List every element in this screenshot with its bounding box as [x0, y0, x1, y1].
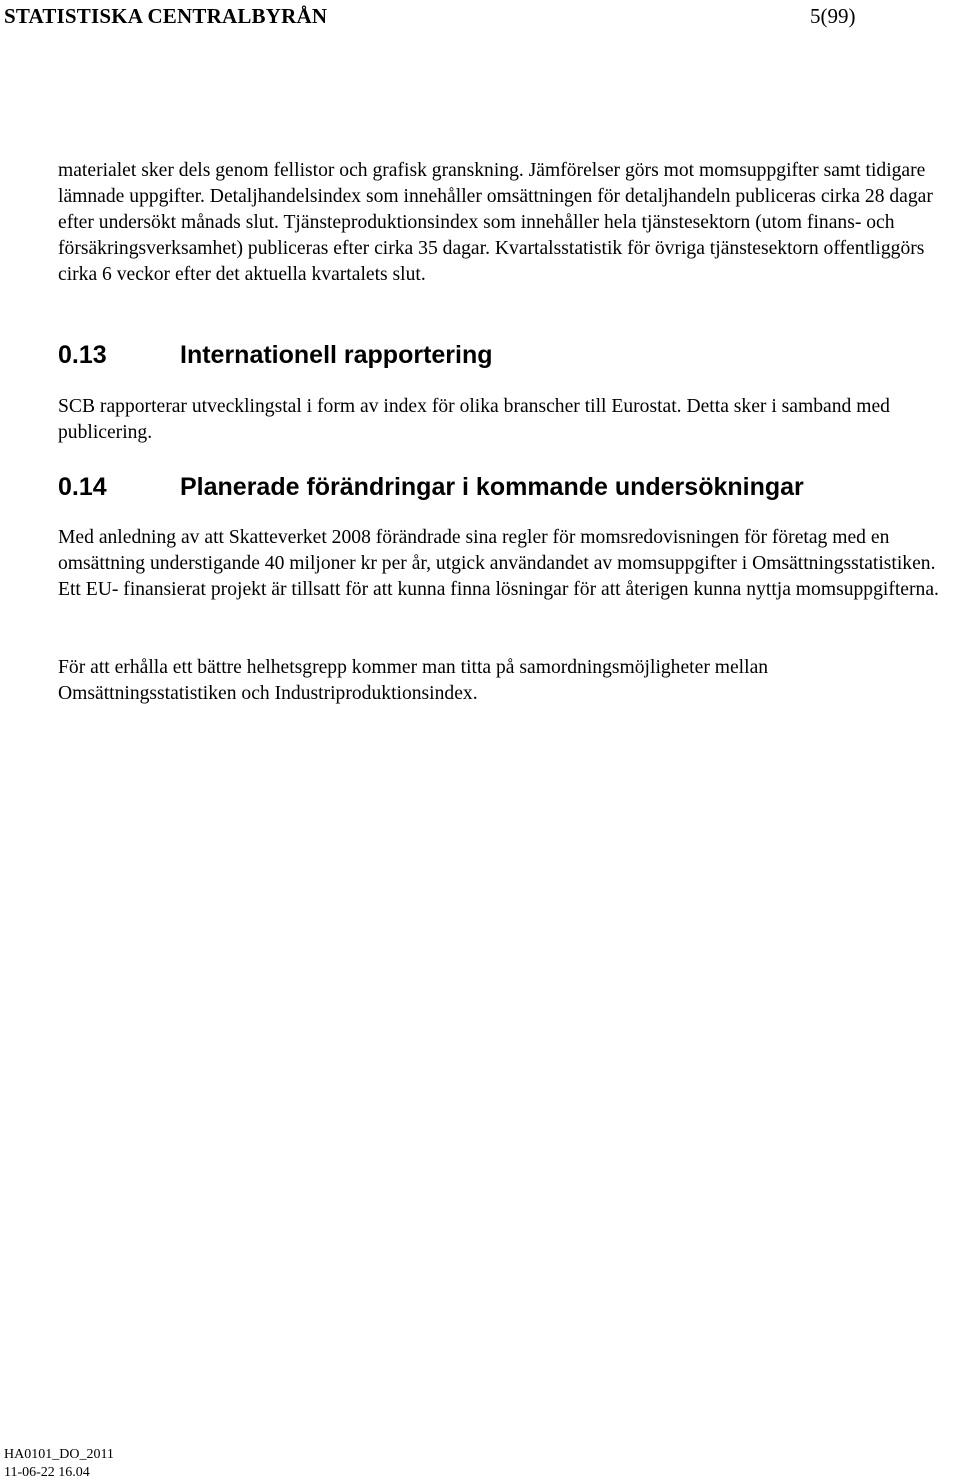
page-number: 5(99)	[810, 4, 856, 28]
document-id: HA0101_DO_2011	[4, 1447, 114, 1462]
section-title: Planerade förändringar i kommande undersökningar	[180, 473, 804, 501]
planned-changes-paragraph-1: Med anledning av att Skatteverket 2008 förändrade sina regler för momsredovisningen för företag med en omsättning understigande 40 miljoner kr per år, utgick användandet av momsuppgifter i Omsättningsstatistiken. Ett EU- finansierat projekt är tillsatt för att kunna finna lösningar för att återigen kunna nyttja momsuppgifterna.	[58, 527, 939, 600]
section-heading-planned-changes	[58, 472, 804, 502]
international-reporting-paragraph: SCB rapporterar utvecklingstal i form av index för olika branscher till Eurostat. Detta sker i samband med publicering.	[58, 396, 890, 443]
page-header	[4, 4, 956, 30]
intro-paragraph: materialet sker dels genom fellistor och grafisk granskning. Jämförelser görs mot momsuppgifter samt tidigare lämnade uppgifter. Detaljhandelsindex som innehåller omsättningen för detaljhandeln publiceras cirka 28 dagar efter undersökt månads slut. Tjänsteproduktionsindex som innehåller hela tjänstesektorn (utom finans- och försäkringsverksamhet) publiceras efter cirka 35 dagar. Kvartalsstatistik för övriga tjänstesektorn offentliggörs cirka 6 veckor efter det aktuella kvartalets slut.	[58, 160, 933, 285]
planned-changes-paragraph-2: För att erhålla ett bättre helhetsgrepp kommer man titta på samordningsmöjligheter mellan Omsättningsstatistiken och Industriproduktionsindex.	[58, 657, 769, 704]
section-heading-international-reporting	[58, 340, 493, 370]
organization-name: STATISTISKA CENTRALBYRÅN	[4, 4, 328, 28]
document-date: 11-06-22 16.04	[4, 1465, 90, 1480]
section-number: 0.14	[58, 473, 107, 501]
section-title: Internationell rapportering	[180, 341, 493, 369]
page-footer	[4, 1446, 114, 1482]
section-number: 0.13	[58, 341, 107, 369]
